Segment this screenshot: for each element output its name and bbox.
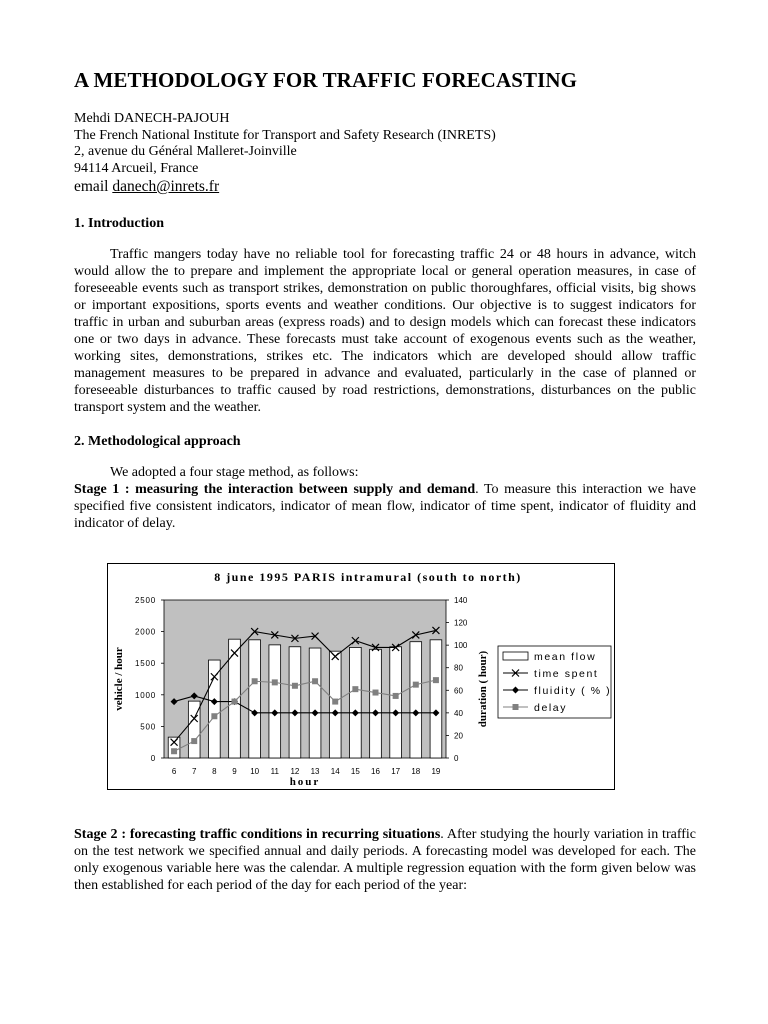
point-delay bbox=[211, 713, 217, 719]
y-right-axis-label: duration ( hour) bbox=[477, 650, 489, 728]
bar-mean-flow bbox=[350, 647, 362, 758]
legend-label: time spent bbox=[534, 668, 599, 680]
stage1-paragraph bbox=[74, 481, 696, 532]
point-delay bbox=[352, 686, 358, 692]
bar-mean-flow bbox=[309, 648, 321, 758]
legend-swatch-mean-flow bbox=[503, 652, 528, 660]
bar-mean-flow bbox=[430, 640, 442, 758]
chart-title: 8 june 1995 PARIS intramural (south to north) bbox=[214, 570, 522, 584]
point-delay bbox=[272, 679, 278, 685]
stage2-label: Stage 2 : forecasting traffic conditions in recurring situations bbox=[74, 827, 441, 842]
point-delay bbox=[292, 683, 298, 689]
author-institute: The French National Institute for Transport and Safety Research (INRETS) bbox=[74, 127, 496, 143]
x-tick-label: 16 bbox=[371, 767, 380, 776]
chart-figure bbox=[107, 563, 615, 790]
y-left-tick-label: 1000 bbox=[135, 690, 156, 700]
email-link[interactable]: danech@inrets.fr bbox=[112, 178, 220, 195]
legend-label: mean flow bbox=[534, 651, 597, 663]
y-right-tick-label: 20 bbox=[454, 731, 463, 741]
point-delay bbox=[413, 682, 419, 688]
x-tick-label: 17 bbox=[391, 767, 401, 776]
bar-mean-flow bbox=[289, 647, 301, 758]
point-delay bbox=[171, 748, 177, 754]
chart-svg bbox=[108, 564, 614, 789]
y-left-axis-label: vehicle / hour bbox=[113, 647, 125, 711]
author-block bbox=[74, 111, 696, 196]
y-left-tick-label: 2000 bbox=[135, 627, 156, 637]
point-delay bbox=[312, 678, 318, 684]
author-address-line1: 2, avenue du Général Malleret-Joinville bbox=[74, 144, 297, 159]
bar-mean-flow bbox=[410, 642, 422, 758]
document-page-lower bbox=[74, 826, 696, 894]
bar-mean-flow bbox=[370, 649, 382, 758]
y-left-tick-label: 0 bbox=[150, 754, 156, 763]
point-delay bbox=[373, 690, 379, 696]
author-address-line2: 94114 Arcueil, France bbox=[74, 160, 199, 176]
point-delay bbox=[332, 699, 338, 705]
bar-mean-flow bbox=[269, 645, 281, 758]
y-left-tick-label: 500 bbox=[140, 722, 156, 732]
bar-mean-flow bbox=[329, 651, 341, 758]
paper-title: A METHODOLOGY FOR TRAFFIC FORECASTING bbox=[74, 68, 578, 92]
bar-mean-flow bbox=[209, 660, 221, 758]
y-right-tick-label: 120 bbox=[454, 618, 468, 628]
x-tick-label: 14 bbox=[330, 767, 340, 776]
stage2-text: . After studying the hourly variation in traffic on the test network we specified annual and daily periods. A forecasting model was developed for each. The only exogenous variable here was the calendar. A multiple regression equation with the form given below was then established for each period of the day for each period of the year: bbox=[74, 827, 696, 893]
x-tick-label: 9 bbox=[232, 767, 237, 776]
x-tick-label: 18 bbox=[411, 767, 421, 776]
x-tick-label: 13 bbox=[310, 767, 320, 776]
point-delay bbox=[232, 699, 238, 705]
point-delay bbox=[252, 678, 258, 684]
y-right-tick-label: 0 bbox=[454, 754, 459, 763]
x-tick-label: 19 bbox=[431, 767, 441, 776]
legend-marker-delay bbox=[513, 704, 519, 710]
author-name: Mehdi DANECH-PAJOUH bbox=[74, 111, 230, 126]
legend-label: fluidity ( % ) bbox=[534, 685, 612, 697]
legend-label: delay bbox=[534, 702, 568, 714]
stage1-text: . To measure this interaction we have specified five consistent indicators, indicator of mean flow, indicator of time spent, indicator of fluidity and indicator of delay. bbox=[74, 482, 697, 531]
x-tick-label: 15 bbox=[350, 767, 360, 776]
y-left-tick-label: 1500 bbox=[135, 659, 156, 669]
point-delay bbox=[433, 677, 439, 683]
x-tick-label: 6 bbox=[171, 767, 177, 776]
stage1-label: Stage 1 : measuring the interaction between supply and demand bbox=[74, 482, 476, 497]
document-page bbox=[74, 68, 696, 532]
x-tick-label: 10 bbox=[250, 767, 260, 776]
method-heading: 2. Methodological approach bbox=[74, 434, 241, 449]
email-label: email bbox=[74, 178, 109, 195]
y-right-tick-label: 80 bbox=[454, 663, 463, 673]
x-axis-label: hour bbox=[289, 776, 321, 788]
x-tick-label: 11 bbox=[270, 767, 279, 776]
stage2-paragraph bbox=[74, 826, 696, 894]
x-tick-label: 8 bbox=[212, 767, 217, 776]
y-right-tick-label: 100 bbox=[454, 641, 468, 651]
intro-heading: 1. Introduction bbox=[74, 216, 164, 231]
bar-mean-flow bbox=[249, 640, 261, 758]
bar-mean-flow bbox=[390, 647, 402, 758]
plot-area bbox=[164, 600, 446, 758]
method-intro: We adopted a four stage method, as follows: bbox=[110, 465, 359, 480]
y-left-tick-label: 2500 bbox=[135, 596, 156, 605]
point-delay bbox=[393, 693, 399, 699]
y-right-tick-label: 60 bbox=[454, 686, 463, 696]
y-right-tick-label: 40 bbox=[454, 708, 463, 718]
author-email-line bbox=[74, 177, 696, 196]
y-right-tick-label: 140 bbox=[454, 596, 468, 605]
x-tick-label: 7 bbox=[191, 767, 197, 776]
point-delay bbox=[191, 738, 197, 744]
bar-mean-flow bbox=[168, 737, 180, 758]
x-tick-label: 12 bbox=[290, 767, 300, 776]
intro-paragraph: Traffic mangers today have no reliable tool for forecasting traffic 24 or 48 hours in advance, witch would allow the to prepare and implement the appropriate local or general operation measures, in case of foreseeable events such as transport strikes, demonstration on public thoroughfares, official visits, big shows or important expositions, sports events and weather conditions. Our objective is to suggest indicators for traffic in urban and suburban areas (express roads) and to design models which can forecast these indicators one or two days in advance. These forecasts must take account of exogenous events such as the weather, working sites, demonstrations, strikes etc. The indicators which are developed should allow traffic management measures to be prepared in advance and evaluated, particularly in the case of planned or foreseeable disturbances to traffic caused by road restrictions, demonstrations, disturbances on the public transport system and the weather. bbox=[74, 247, 696, 415]
